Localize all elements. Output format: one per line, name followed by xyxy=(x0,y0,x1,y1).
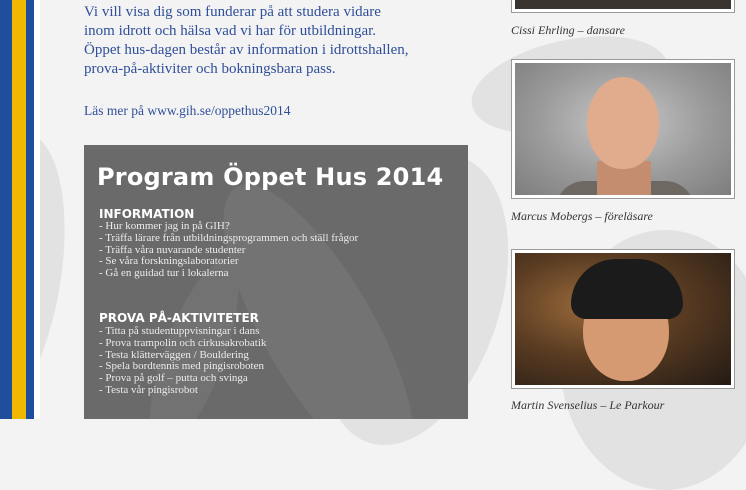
list-item: - Titta på studentuppvisningar i dans xyxy=(99,326,266,338)
list-item: - Se våra forskningslaboratorier xyxy=(99,256,358,268)
list-item: - Prova på golf – putta och svinga xyxy=(99,373,266,385)
intro-line: prova-på-aktiviter och bokningsbara pass. xyxy=(84,61,336,77)
border-stripe-yellow xyxy=(12,0,26,419)
portrait-photo xyxy=(515,0,731,9)
photo-frame xyxy=(511,249,735,389)
border-stripe-white xyxy=(34,0,40,419)
list-item: - Träffa lärare från utbildningsprogrammen och ställ frågor xyxy=(99,233,358,245)
photo-caption: Marcus Mobergs – föreläsare xyxy=(511,209,653,223)
border-stripe-blue xyxy=(0,0,12,419)
photo-caption: Martin Svenselius – Le Parkour xyxy=(511,398,665,412)
intro-text xyxy=(84,3,454,79)
list-item: - Prova trampolin och cirkusakrobatik xyxy=(99,338,266,350)
list-item: - Spela bordtennis med pingisroboten xyxy=(99,361,266,373)
list-item: - Testa vår pingisrobot xyxy=(99,385,266,397)
portrait-beanie xyxy=(571,259,683,319)
section-heading-prova-pa: PROVA PÅ-AKTIVITETER xyxy=(99,311,259,325)
photo-frame xyxy=(511,59,735,199)
list-item: - Gå en guidad tur i lokalerna xyxy=(99,268,358,280)
intro-line: Öppet hus-dagen består av information i idrottshallen, xyxy=(84,42,409,58)
list-item: - Träffa våra nuvarande studenter xyxy=(99,245,358,257)
intro-line: Vi vill visa dig som funderar på att studera vidare xyxy=(84,4,381,20)
photo-frame xyxy=(511,0,735,13)
portrait-photo xyxy=(515,253,731,385)
read-more-link[interactable]: Läs mer på www.gih.se/oppethus2014 xyxy=(84,103,291,118)
program-box xyxy=(84,145,468,419)
list-item: - Testa klätterväggen / Bouldering xyxy=(99,350,266,362)
border-stripe-blue xyxy=(26,0,34,419)
list-item: - Hur kommer jag in på GIH? xyxy=(99,221,358,233)
portrait-face xyxy=(587,77,659,169)
section-heading-information: INFORMATION xyxy=(99,207,195,221)
program-title: Program Öppet Hus 2014 xyxy=(97,163,444,191)
information-list xyxy=(99,221,358,280)
photo-caption: Cissi Ehrling – dansare xyxy=(511,23,625,37)
portrait-photo xyxy=(515,63,731,195)
intro-line: inom idrott och hälsa vad vi har för utbildningar. xyxy=(84,23,377,39)
activities-list xyxy=(99,326,266,397)
